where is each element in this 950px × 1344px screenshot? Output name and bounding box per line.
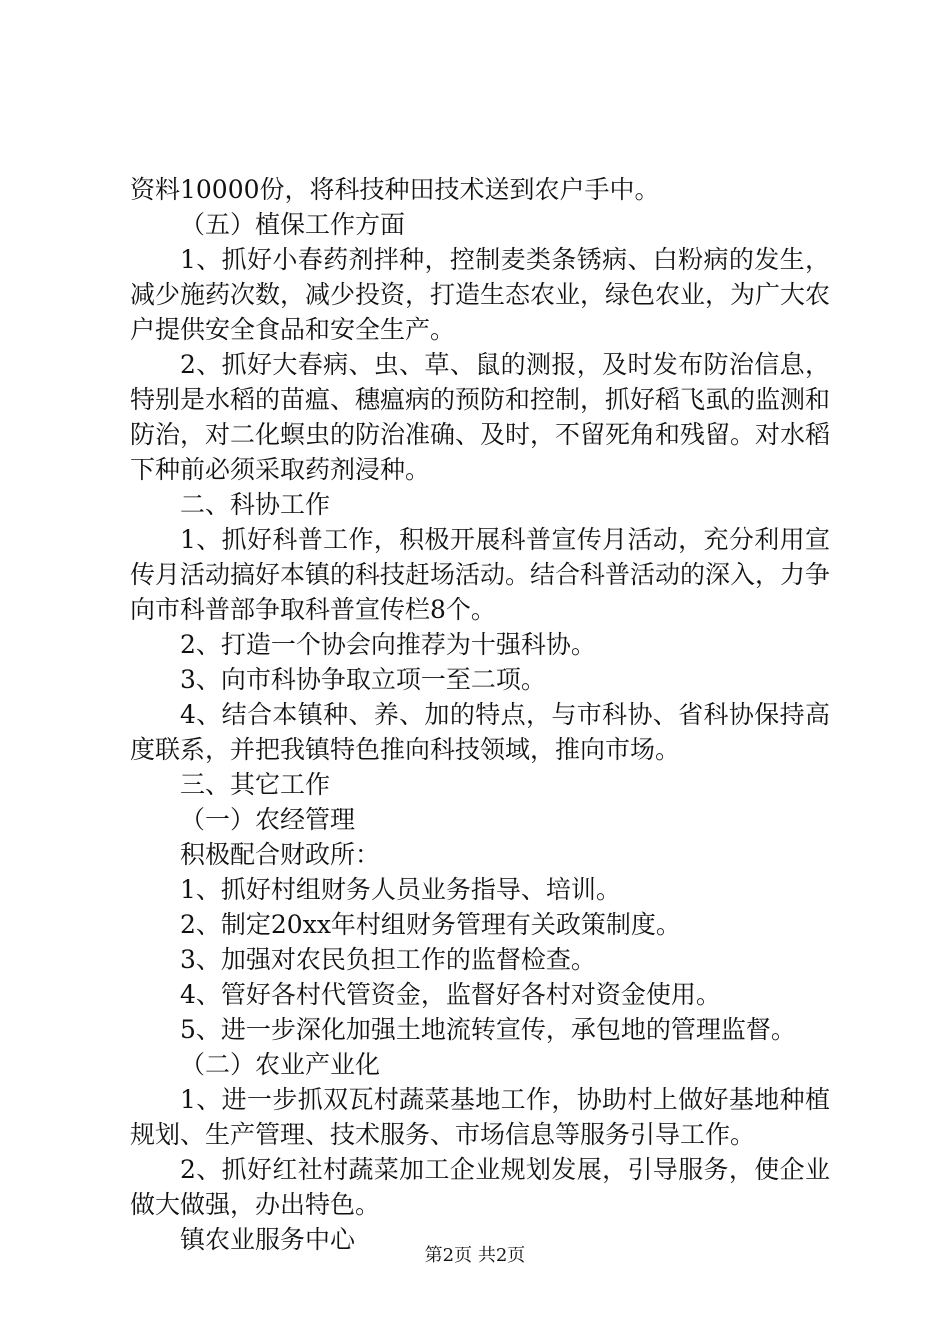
paragraph: 2、制定20xx年村组财务管理有关政策制度。 <box>180 910 681 939</box>
paragraph: 1、抓好科普工作，积极开展科普宣传月活动，充分利用宣传月活动搞好本镇的科技赶场活动。结合科普活动的深入，力争向市科普部争取科普宣传栏8个。 <box>130 525 831 624</box>
paragraph: 镇农业服务中心 <box>180 1225 356 1254</box>
paragraph: 3、加强对农民负担工作的监督检查。 <box>180 945 596 974</box>
paragraph: 1、进一步抓双瓦村蔬菜基地工作，协助村上做好基地种植规划、生产管理、技术服务、市场信息等服务引导工作。 <box>130 1085 830 1149</box>
paragraph: 5、进一步深化加强土地流转宣传，承包地的管理监督。 <box>180 1015 796 1044</box>
paragraph: 3、向市科协争取立项一至二项。 <box>180 665 546 694</box>
paragraph: 4、管好各村代管资金，监督好各村对资金使用。 <box>180 980 721 1009</box>
paragraph: （二）农业产业化 <box>180 1050 381 1079</box>
paragraph: 二、科协工作 <box>180 490 331 519</box>
paragraph: 4、结合本镇种、养、加的特点，与市科协、省科协保持高度联系，并把我镇特色推向科技领域，推向市场。 <box>130 700 830 764</box>
page-number-label: 第2页 共2页 <box>424 1245 526 1266</box>
paragraph: 1、抓好村组财务人员业务指导、培训。 <box>180 875 621 904</box>
paragraph: 2、抓好大春病、虫、草、鼠的测报，及时发布防治信息，特别是水稻的苗瘟、穗瘟病的预防和控制，抓好稻飞虱的监测和防治，对二化螟虫的防治准确、及时，不留死角和残留。对水稻下种前必须采取药剂浸种。 <box>130 350 831 484</box>
document-body <box>130 172 830 1257</box>
paragraph: 资料10000份，将科技种田技术送到农户手中。 <box>130 175 660 204</box>
paragraph: 三、其它工作 <box>180 770 331 799</box>
paragraph: 2、抓好红社村蔬菜加工企业规划发展，引导服务，使企业做大做强，办出特色。 <box>130 1155 830 1219</box>
paragraph: 2、打造一个协会向推荐为十强科协。 <box>180 630 596 659</box>
paragraph: 1、抓好小春药剂拌种，控制麦类条锈病、白粉病的发生，减少施药次数，减少投资，打造生态农业，绿色农业，为广大农户提供安全食品和安全生产。 <box>130 245 831 344</box>
paragraph: （一）农经管理 <box>180 805 356 834</box>
page-footer <box>0 1244 950 1268</box>
paragraph: 积极配合财政所： <box>180 840 381 869</box>
paragraph: （五）植保工作方面 <box>180 210 406 239</box>
